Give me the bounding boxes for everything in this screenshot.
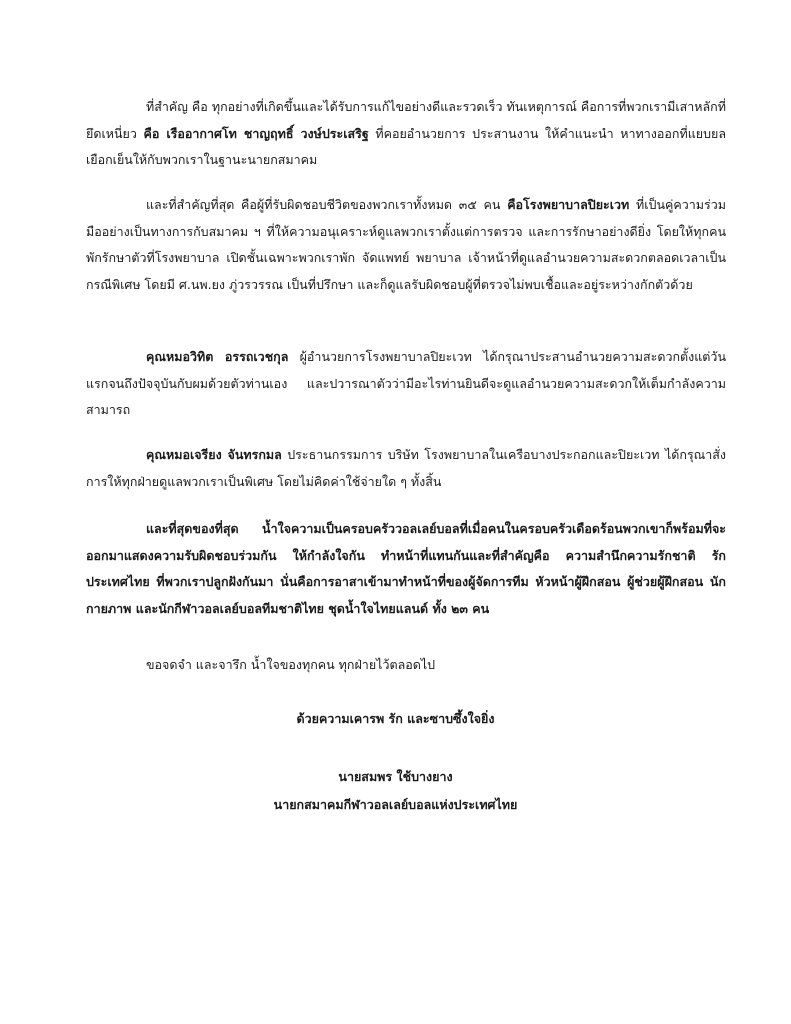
signatory-name: นายสมพร ใช้บางยาง — [338, 769, 453, 784]
paragraph-text: ผู้อำนวยการโรงพยาบาลปิยะเวท ได้กรุณาประสานอำนวยความสะดวกตั้งแต่วันแรกจนถึงปัจจุบันกับผมด้วยตัวท่านเอง และปวารณาตัวว่ามีอะไรท่านยินดีจะดูแลอำนวยความสะดวกให้เต็มกำลังความสามารถ — [86, 349, 726, 417]
paragraph-text: ที่คอยอำนวยการ ประสานงาน ให้คำแนะนำ หาทางออกที่แยบยลเยือกเย็นให้กับพวกเราในฐานะนายกสมาคม — [86, 125, 726, 167]
paragraph-chairman — [86, 442, 726, 495]
bold-hospital-name: คือโรงพยาบาลปิยะเวท — [507, 197, 630, 212]
paragraph-text: และที่สำคัญที่สุด คือผู้ที่รับผิดชอบชีวิตของพวกเราทั้งหมด ๓๕ คน — [146, 197, 508, 212]
paragraph-remember: ขอจดจำ และจารึก น้ำใจของทุกคน ทุกฝ่ายไว้ตลอดไป — [146, 657, 436, 672]
bold-name-jariang: คุณหมอเจรียง จันทรกมล — [146, 447, 282, 462]
paragraph-hospital — [86, 192, 726, 298]
signatory-title: นายกสมาคมกีฬาวอลเลย์บอลแห่งประเทศไทย — [273, 797, 518, 812]
bold-name-vitit: คุณหมอวิทิต อรรถเวชกุล — [146, 349, 289, 364]
paragraph-text: ที่สำคัญ คือ ทุกอย่างที่เกิดขึ้นและได้รับการแก้ไขอย่างดีและรวดเร็ว ทันเหตุการณ์ คือการที่พวกเรามีเสาหลักที่ยึดเหนี่ยว — [86, 99, 726, 141]
paragraph-director — [86, 344, 726, 424]
bold-name-chanrit: คือ เรืออากาศโท ชาญฤทธิ์ วงษ์ประเสริฐ — [143, 125, 369, 141]
paragraph-pillar-support — [86, 94, 726, 174]
closing-line: ด้วยความเคารพ รัก และซาบซึ้งใจยิ่ง — [296, 711, 495, 726]
paragraph-text: ประธานกรรมการ บริษัท โรงพยาบาลในเครือบางประกอกและปิยะเวท ได้กรุณาสั่งการให้ทุกฝ่ายดูแลพวกเราเป็นพิเศษ โดยไม่คิดค่าใช้จ่ายใด ๆ ทั้งสิ้น — [86, 447, 727, 489]
paragraph-text: ที่เป็นคู่ความร่วมมืออย่างเป็นทางการกับสมาคม ฯ ที่ให้ความอนุเคราะห์ดูแลพวกเราตั้งแต่การตรวจ และการรักษาอย่างดียิ่ง โดยให้ทุกคนพักรักษาตัวที่โรงพยาบาล เปิดชั้นเฉพาะพวกเราพัก จัดแพทย์ พยาบาล เจ้าหน้าที่ดูแลอำนวยความสะดวกตลอดเวลาเป็นกรณีพิเศษ โดยมี ศ.นพ.ยง ภู่วรวรรณ เป็นที่ปรึกษา และก็ดูแลรับผิดชอบผู้ที่ตรวจไม่พบเชื้อและอยู่ระหว่างกักตัวด้วย — [86, 197, 726, 292]
paragraph-volleyball-family: และที่สุดของที่สุด น้ำใจความเป็นครอบครัววอลเลย์บอลที่เมื่อคนในครอบครัวเดือดร้อนพวกเขาก็พร้อมที่จะออกมาแสดงความรับผิดชอบร่วมกัน ให้กำลังใจกัน ทำหน้าที่แทนกันและที่สำคัญคือ ความสำนึกความรักชาติ รักประเทศไทย ที่พวกเราปลูกฝังกันมา นั่นคือการอาสาเข้ามาทำหน้าที่ของผู้จัดการทีม หัวหน้าผู้ฝึกสอน ผู้ช่วยผู้ฝึกสอน นักกายภาพ และนักกีฬาวอลเลย์บอลทีมชาติไทย ชุดน้ำใจไทยแลนด์ ทั้ง ๒๓ คน — [86, 521, 726, 616]
